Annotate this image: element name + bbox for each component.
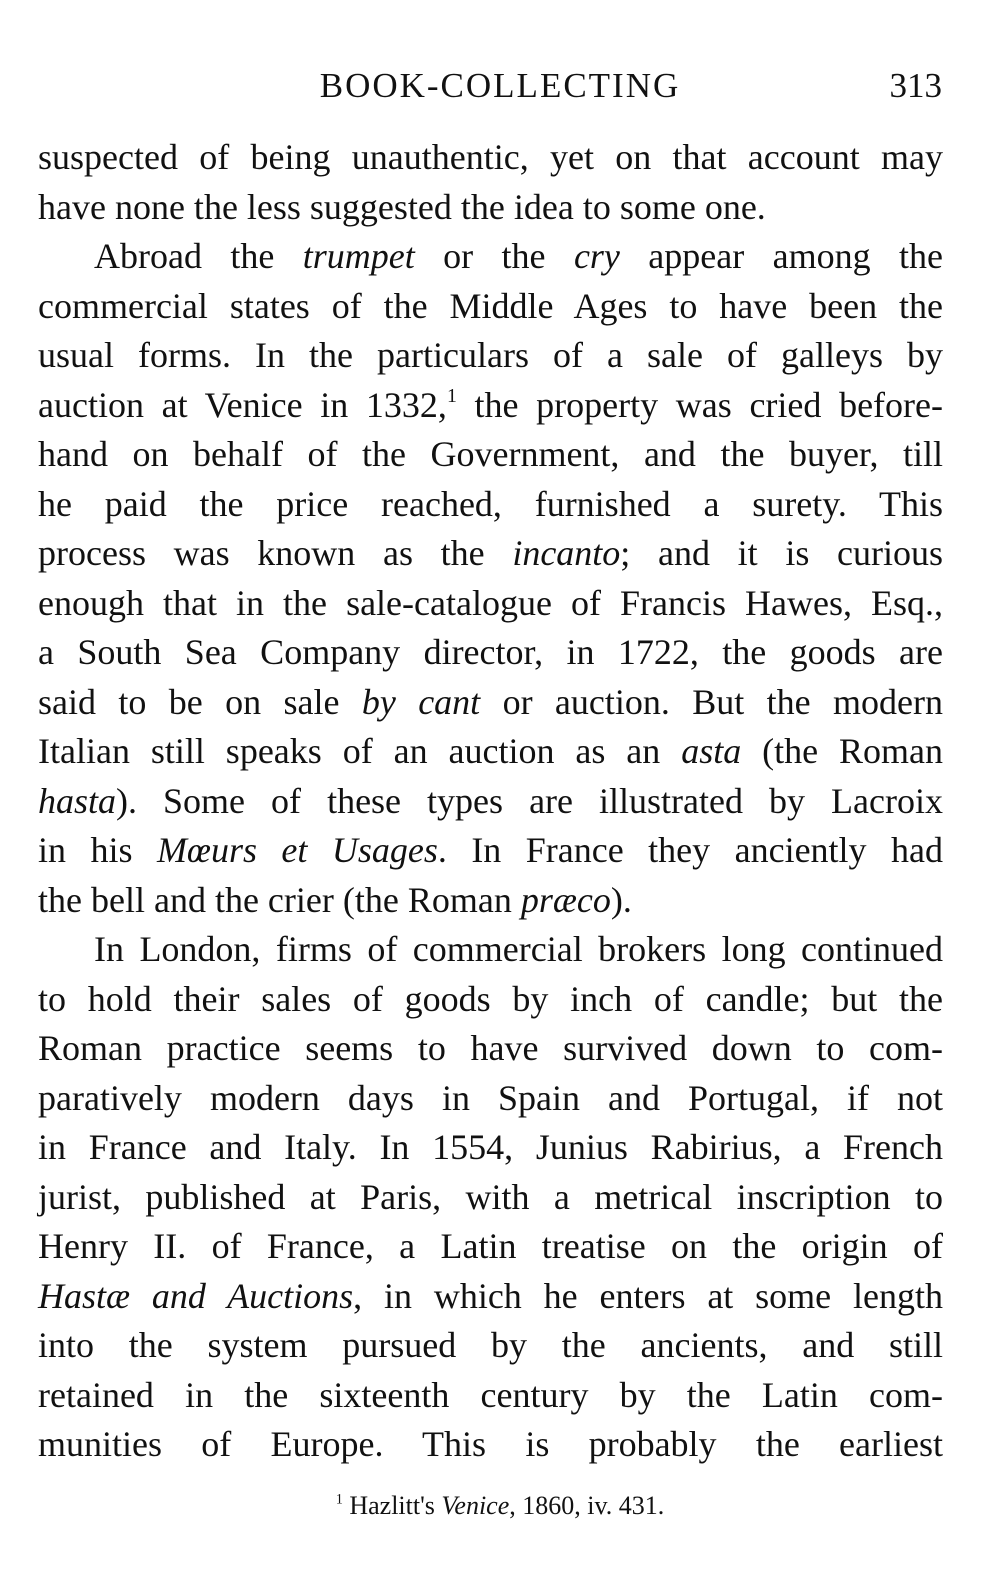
text-run: a South Sea Company director, in 1722, the goods are xyxy=(38,632,943,672)
text-run: Henry II. of France, a Latin treatise on the origin of xyxy=(38,1226,943,1266)
text-run: retained in the sixteenth century by the Latin com- xyxy=(38,1374,943,1415)
footnote-ref: 1 xyxy=(335,1491,343,1508)
text-line xyxy=(38,727,943,777)
text-run: or auction. But the modern xyxy=(480,681,943,722)
running-head xyxy=(0,64,1000,108)
italic-text: præco xyxy=(520,879,611,920)
italic-text: Mœurs et Usages xyxy=(156,830,438,870)
page-number: 313 xyxy=(889,66,942,105)
text-line xyxy=(38,1024,943,1074)
footnote-ref: 1 xyxy=(446,384,457,407)
text-run: commercial states of the Middle Ages to have been the xyxy=(38,285,943,326)
text-line xyxy=(38,183,943,233)
text-line xyxy=(38,430,943,480)
text-line xyxy=(38,232,943,282)
body-text xyxy=(38,133,943,1470)
text-run: ). Some of these types are illustrated by Lacroix xyxy=(116,780,943,821)
text-line xyxy=(38,282,943,332)
text-run: Abroad the xyxy=(94,236,303,276)
paragraph xyxy=(38,925,943,1470)
text-run: said to be on sale xyxy=(38,681,362,722)
text-run: Hazlitt's xyxy=(342,1491,442,1520)
text-run: hand on behalf of the Government, and the buyer, till xyxy=(38,434,943,474)
text-run: auction at Venice in 1332, xyxy=(38,384,447,425)
text-line xyxy=(38,1371,943,1421)
text-line xyxy=(38,1123,943,1173)
text-line xyxy=(38,777,943,827)
text-line xyxy=(38,1222,943,1272)
text-line xyxy=(38,678,943,728)
text-run: have none the less suggested the idea to some one. xyxy=(38,186,766,227)
text-line xyxy=(38,628,943,678)
text-line xyxy=(38,529,943,579)
text-line xyxy=(38,1420,943,1470)
text-line xyxy=(38,381,943,431)
text-line xyxy=(38,826,943,876)
text-line xyxy=(38,1321,943,1371)
text-line xyxy=(38,1173,943,1223)
text-run: in his xyxy=(38,830,157,870)
running-title: BOOK-COLLECTING xyxy=(319,66,681,105)
text-line xyxy=(38,1272,943,1322)
footnote xyxy=(0,1486,1000,1526)
text-run: , in which he enters at some length xyxy=(353,1275,944,1316)
text-run: jurist, published at Paris, with a metrical inscription to xyxy=(38,1176,943,1217)
italic-text: hasta xyxy=(38,780,117,821)
text-run: in France and Italy. In 1554, Junius Rabirius, a French xyxy=(38,1127,943,1167)
italic-text: asta xyxy=(681,731,742,771)
text-run: enough that in the sale-catalogue of Francis Hawes, Esq., xyxy=(38,582,943,623)
text-run: ; and it is curious xyxy=(620,533,943,573)
text-run: Roman practice seems to have survived down to com- xyxy=(38,1028,943,1068)
text-run: suspected of being unauthentic, yet on that account may xyxy=(38,137,943,177)
paragraph xyxy=(38,232,943,925)
text-line xyxy=(38,133,943,183)
text-run: paratively modern days in Spain and Portugal, if not xyxy=(38,1077,943,1118)
italic-text: incanto xyxy=(512,533,621,573)
text-line xyxy=(38,579,943,629)
text-line xyxy=(38,876,943,926)
text-line xyxy=(38,1074,943,1124)
text-line xyxy=(38,331,943,381)
text-run: . In France they anciently had xyxy=(437,830,943,870)
text-run: , 1860, iv. 431. xyxy=(509,1491,665,1520)
text-run: appear among the xyxy=(619,236,943,276)
italic-text: Venice xyxy=(441,1491,510,1520)
text-run: In London, firms of commercial brokers long continued xyxy=(94,929,943,969)
text-line xyxy=(38,480,943,530)
text-run: to hold their sales of goods by inch of candle; but the xyxy=(38,978,943,1019)
text-run: or the xyxy=(414,236,574,276)
text-line xyxy=(38,925,943,975)
text-run: the property was cried before- xyxy=(456,384,943,425)
text-run: into the system pursued by the ancients, and still xyxy=(38,1325,943,1365)
italic-text: cry xyxy=(573,236,620,276)
text-run: ). xyxy=(610,879,632,920)
text-line xyxy=(38,975,943,1025)
text-run: Italian still speaks of an auction as an xyxy=(38,731,682,771)
text-run: usual forms. In the particulars of a sale of galleys by xyxy=(38,335,943,375)
text-run: the bell and the crier (the Roman xyxy=(38,879,521,920)
text-run: (the Roman xyxy=(741,731,943,771)
italic-text: by cant xyxy=(361,681,481,722)
text-run: munities of Europe. This is probably the earliest xyxy=(38,1424,943,1464)
italic-text: trumpet xyxy=(302,236,415,276)
italic-text: Hastæ and Auctions xyxy=(38,1275,354,1316)
text-run: he paid the price reached, furnished a surety. This xyxy=(38,483,943,524)
text-run: process was known as the xyxy=(38,533,513,573)
paragraph xyxy=(38,133,943,232)
